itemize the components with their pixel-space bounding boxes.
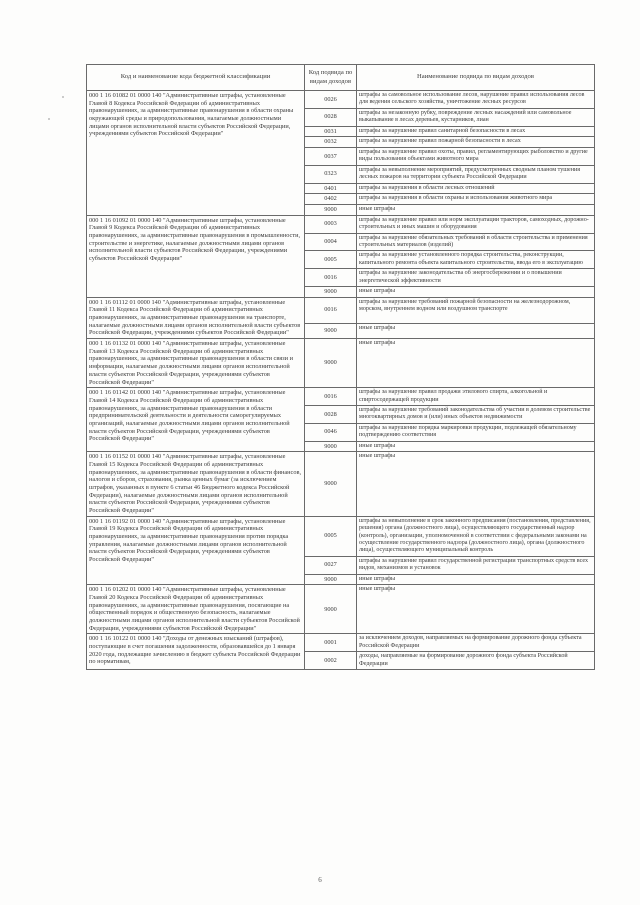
subtype-name-cell: иные штрафы bbox=[357, 585, 595, 634]
subtype-name-cell: штрафы за нарушение установленного порядка строительства, реконструкции, капитального ремонта объекта капитального строительства, ввода его в эксплуатацию bbox=[357, 251, 595, 269]
table-header-row bbox=[87, 65, 595, 91]
subtype-name-cell: штрафы за нарушение требований законодательства об участии в долевом строительстве многоквартирных домов и (или) иных объектов недвижимости bbox=[357, 406, 595, 424]
subtype-code-cell: 9000 bbox=[305, 339, 357, 388]
subtype-name-cell: иные штрафы bbox=[357, 287, 595, 298]
table-row bbox=[87, 585, 595, 634]
header-subtype-name: Наименование подвида по видам доходов bbox=[357, 65, 595, 91]
classification-cell: 000 1 16 01112 01 0000 140 "Административные штрафы, установленные Главой 11 Кодекса Российской Федерации об административных правонарушениях, за административные правонарушения на транспорте, налагаемые должностными лицами органов исполнительной власти субъектов Российской Федерации, учреждениями субъектов Российской Федерации" bbox=[87, 297, 305, 338]
subtype-code-cell: 0002 bbox=[305, 652, 357, 670]
subtype-name-cell: штрафы за нарушение правил пожарной безопасности в лесах bbox=[357, 137, 595, 148]
table-row bbox=[87, 634, 595, 652]
subtype-name-cell: штрафы за невыполнение мероприятий, предусмотренных сводным планом тушения лесных пожаров на территории субъекта Российской Федерации bbox=[357, 165, 595, 183]
subtype-code-cell: 0031 bbox=[305, 126, 357, 137]
subtype-name-cell: штрафы за нарушение правил продажи этилового спирта, алкогольной и спиртосодержащей продукции bbox=[357, 388, 595, 406]
subtype-code-cell: 0402 bbox=[305, 194, 357, 205]
table-row bbox=[87, 516, 595, 556]
subtype-name-cell: иные штрафы bbox=[357, 441, 595, 452]
subtype-code-cell: 0001 bbox=[305, 634, 357, 652]
subtype-code-cell: 0005 bbox=[305, 516, 357, 556]
subtype-code-cell: 0026 bbox=[305, 91, 357, 109]
classification-cell: 000 1 16 01202 01 0000 140 "Административные штрафы, установленные Главой 20 Кодекса Российской Федерации об административных правонарушениях, за административные правонарушения, посягающие на общественный порядок и общественную безопасность, налагаемые должностными лицами органов исполнительной власти субъектов Российской Федерации, учреждениями субъектов Российской Федерации" bbox=[87, 585, 305, 634]
classification-cell: 000 1 16 01092 01 0000 140 "Административные штрафы, установленные Главой 9 Кодекса Российской Федерации об административных правонарушениях, за административные правонарушения в промышленности, строительстве и энергетике, налагаемые должностными лицами органов исполнительной власти субъектов Российской Федерации, учреждениями субъектов Российской Федерации" bbox=[87, 215, 305, 297]
header-classification: Код и наименование кода бюджетной классификации bbox=[87, 65, 305, 91]
subtype-code-cell: 0028 bbox=[305, 406, 357, 424]
subtype-code-cell: 0401 bbox=[305, 183, 357, 194]
page-number: 6 bbox=[318, 876, 322, 884]
subtype-code-cell: 0004 bbox=[305, 233, 357, 251]
classification-cell: 000 1 16 01132 01 0000 140 "Административные штрафы, установленные Главой 13 Кодекса Российской Федерации об административных правонарушениях, за административные правонарушения в области связи и информации, налагаемые должностными лицами органов исполнительной власти субъектов Российской Федерации, учреждениями субъектов Российской Федерации" bbox=[87, 339, 305, 388]
subtype-code-cell: 0032 bbox=[305, 137, 357, 148]
subtype-name-cell: штрафы за нарушение правил охоты, правил, регламентирующих рыболовство и другие виды пользования объектами животного мира bbox=[357, 148, 595, 166]
table-row bbox=[87, 388, 595, 406]
subtype-code-cell: 9000 bbox=[305, 452, 357, 516]
table-row bbox=[87, 215, 595, 233]
scan-speck bbox=[48, 118, 50, 120]
subtype-code-cell: 0046 bbox=[305, 423, 357, 441]
subtype-name-cell: штрафы за невыполнение в срок законного предписания (постановления, представления, решения) органа (должностного лица), осуществляющего государственный надзор (контроль), организации, уполномоченной в соответствии с федеральными законами на осуществление государственного надзора (должностного лица), органа (должностного лица), осуществляющего муниципальный контроль bbox=[357, 516, 595, 556]
subtype-name-cell: иные штрафы bbox=[357, 574, 595, 585]
subtype-name-cell: иные штрафы bbox=[357, 452, 595, 516]
subtype-name-cell: штрафы за нарушение порядка маркировки продукции, подлежащей обязательному подтверждению соответствия bbox=[357, 423, 595, 441]
table-row bbox=[87, 452, 595, 516]
subtype-name-cell: иные штрафы bbox=[357, 205, 595, 216]
budget-classification-table bbox=[86, 64, 595, 670]
subtype-name-cell: штрафы за нарушения в области лесных отношений bbox=[357, 183, 595, 194]
subtype-code-cell: 9000 bbox=[305, 574, 357, 585]
subtype-code-cell: 9000 bbox=[305, 585, 357, 634]
subtype-name-cell: штрафы за нарушение обязательных требований в области строительства и применения строительных материалов (изделий) bbox=[357, 233, 595, 251]
subtype-code-cell: 0028 bbox=[305, 108, 357, 126]
subtype-code-cell: 9000 bbox=[305, 323, 357, 338]
table-row bbox=[87, 339, 595, 388]
subtype-code-cell: 0037 bbox=[305, 148, 357, 166]
subtype-name-cell: штрафы за нарушение законодательства об энергосбережении и о повышении энергетической эффективности bbox=[357, 269, 595, 287]
classification-cell: 000 1 16 01142 01 0000 140 "Административные штрафы, установленные Главой 14 Кодекса Российской Федерации об административных правонарушениях, за административные правонарушения в области предпринимательской деятельности и деятельности саморегулируемых организаций, налагаемые должностными лицами органов исполнительной власти субъектов Российской Федерации, учреждениями субъектов Российской Федерации" bbox=[87, 388, 305, 452]
subtype-name-cell: штрафы за нарушение требований пожарной безопасности на железнодорожном, морском, внутреннем водном или воздушном транспорте bbox=[357, 297, 595, 323]
subtype-code-cell: 0027 bbox=[305, 556, 357, 574]
subtype-code-cell: 0005 bbox=[305, 251, 357, 269]
subtype-name-cell: штрафы за нарушение правил государственной регистрации транспортных средств всех видов, механизмов и установок bbox=[357, 556, 595, 574]
subtype-name-cell: иные штрафы bbox=[357, 339, 595, 388]
table-row bbox=[87, 91, 595, 109]
subtype-code-cell: 0016 bbox=[305, 269, 357, 287]
subtype-name-cell: штрафы за незаконную рубку, повреждение лесных насаждений или самовольное выкапывание в лесах деревьев, кустарников, лиан bbox=[357, 108, 595, 126]
subtype-name-cell: штрафы за нарушение правил или норм эксплуатации тракторов, самоходных, дорожно-строительных и иных машин и оборудования bbox=[357, 215, 595, 233]
subtype-name-cell: штрафы за нарушения в области охраны и использования животного мира bbox=[357, 194, 595, 205]
subtype-name-cell: штрафы за самовольное использование лесов, нарушение правил использования лесов для ведения сельского хозяйства, уничтожение лесных ресурсов bbox=[357, 91, 595, 109]
scan-speck bbox=[62, 96, 64, 98]
table-row bbox=[87, 297, 595, 323]
subtype-code-cell: 9000 bbox=[305, 205, 357, 216]
subtype-name-cell: штрафы за нарушение правил санитарной безопасности в лесах bbox=[357, 126, 595, 137]
subtype-code-cell: 0323 bbox=[305, 165, 357, 183]
subtype-code-cell: 0016 bbox=[305, 388, 357, 406]
subtype-code-cell: 0003 bbox=[305, 215, 357, 233]
classification-cell: 000 1 16 10122 01 0000 140 "Доходы от денежных взысканий (штрафов), поступающие в счет погашения задолженности, образовавшейся до 1 января 2020 года, подлежащие зачислению в бюджет субъекта Российской Федерации по нормативам, bbox=[87, 634, 305, 670]
subtype-name-cell: иные штрафы bbox=[357, 323, 595, 338]
classification-cell: 000 1 16 01192 01 0000 140 "Административные штрафы, установленные Главой 19 Кодекса Российской Федерации об административных правонарушениях, за административные правонарушения против порядка управления, налагаемые должностными лицами органов исполнительной власти субъектов Российской Федерации, учреждениями субъектов Российской Федерации" bbox=[87, 516, 305, 585]
subtype-name-cell: доходы, направляемые на формирование дорожного фонда субъекта Российской Федерации bbox=[357, 652, 595, 670]
classification-cell: 000 1 16 01152 01 0000 140 "Административные штрафы, установленные Главой 15 Кодекса Российской Федерации об административных правонарушениях, за административные правонарушения в области финансов, налогов и сборов, страхования, рынка ценных бумаг (за исключением штрафов, указанных в пункте 6 статьи 46 Бюджетного кодекса Российской Федерации), налагаемые должностными лицами органов исполнительной власти субъектов Российской Федерации, учреждениями субъектов Российской Федерации" bbox=[87, 452, 305, 516]
subtype-code-cell: 9000 bbox=[305, 287, 357, 298]
classification-cell: 000 1 16 01082 01 0000 140 "Административные штрафы, установленные Главой 8 Кодекса Российской Федерации об административных правонарушениях, за административные правонарушения в области охраны окружающей среды и природопользования, налагаемые должностными лицами органов исполнительной власти субъектов Российской Федерации, учреждениями субъектов Российской Федерации" bbox=[87, 91, 305, 216]
subtype-code-cell: 0016 bbox=[305, 297, 357, 323]
header-subtype-code: Код подвида по видам доходов bbox=[305, 65, 357, 91]
subtype-code-cell: 9000 bbox=[305, 441, 357, 452]
subtype-name-cell: за исключением доходов, направляемых на формирование дорожного фонда субъекта Российской Федерации bbox=[357, 634, 595, 652]
table-body bbox=[87, 91, 595, 670]
